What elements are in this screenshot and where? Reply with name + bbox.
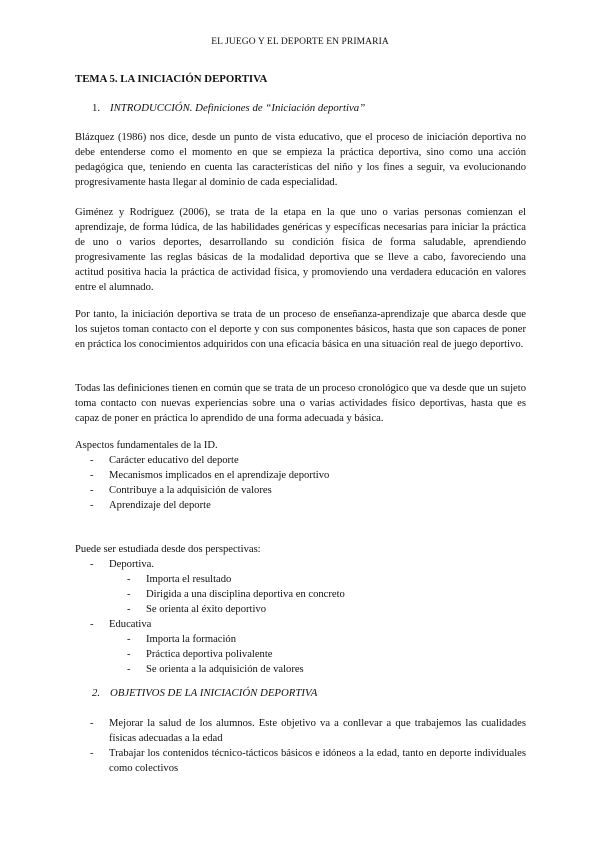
page-title: TEMA 5. LA INICIACIÓN DEPORTIVA	[75, 73, 268, 85]
aspects-list	[75, 453, 329, 513]
perspective-deportiva	[75, 557, 345, 617]
list-item: - Práctica deportiva polivalente	[109, 647, 345, 662]
perspectives-list	[75, 557, 345, 677]
list-item: - Se orienta al éxito deportivo	[109, 602, 345, 617]
list-item: - Se orienta a la adquisición de valores	[109, 662, 345, 677]
paragraph-por-tanto: Por tanto, la iniciación deportiva se trata de un proceso de enseñanza-aprendizaje que abarca desde que los sujetos toman contacto con el deporte y con sus componentes básicos, hasta que son capaces de poner en práctica los conocimientos adquiridos con una eficacia básica en una situación real de juego deportivo.	[75, 309, 526, 350]
section-heading-text: OBJETIVOS DE LA INICIACIÓN DEPORTIVA	[110, 687, 318, 699]
paragraph-definiciones-comun: Todas las definiciones tienen en común que se trata de un proceso cronológico que va desde que un sujeto toma contacto con nuevas experiencias sobre una o varias actividades físico deportivas, hasta que es capaz de poner en práctica lo aprendido de una forma adecuada y básica.	[75, 383, 526, 424]
perspective-label: Deportiva.	[109, 559, 155, 570]
section-heading-introduction	[92, 101, 365, 116]
section-heading-text: INTRODUCCIÓN. Definiciones de “Iniciación deportiva”	[110, 102, 366, 114]
list-item: - Importa el resultado	[109, 572, 345, 587]
list-item: - Mejorar la salud de los alumnos. Este objetivo va a conllevar a que trabajemos las cualidades físicas adecuadas a la edad	[75, 716, 526, 746]
section-heading-objetivos	[92, 686, 317, 701]
list-item: - Carácter educativo del deporte	[75, 453, 329, 468]
section-number: 2.	[92, 687, 101, 699]
list-item: - Importa la formación	[109, 632, 345, 647]
perspective-deportiva-items	[109, 572, 345, 617]
list-item: - Dirigida a una disciplina deportiva en concreto	[109, 587, 345, 602]
perspective-educativa	[75, 617, 345, 677]
paragraph-gimenez-rodriguez: Giménez y Rodríguez (2006), se trata de la etapa en la que uno o varias personas comienzan el aprendizaje, de forma lúdica, de las habilidades genéricas y específicas necesarias para iniciar la práctica de uno o varios deportes, desarrollando su condición física de forma saludable, aprendiendo progresivamente las reglas básicas de la modalidad deportiva que se lleve a cabo, favoreciendo una actitud positiva hacia la práctica de actividad física, y promoviendo una verdadera educación en valores entre el alumnado.	[75, 207, 526, 293]
list-item: - Trabajar los contenidos técnico-tácticos básicos e idóneos a la edad, tanto en deporte individuales como colectivos	[75, 746, 526, 776]
aspects-intro: Aspectos fundamentales de la ID.	[75, 440, 218, 451]
objectives-list	[75, 716, 526, 776]
list-item: - Aprendizaje del deporte	[75, 498, 329, 513]
perspectives-intro: Puede ser estudiada desde dos perspectivas:	[75, 544, 261, 555]
section-number: 1.	[92, 102, 101, 114]
perspective-educativa-items	[109, 632, 345, 677]
paragraph-blazquez: Blázquez (1986) nos dice, desde un punto de vista educativo, que el proceso de iniciación deportiva no debe entenderse como el momento en que se empieza la práctica deportiva, sino como una acción pedagógica que, teniendo en cuenta las características del niño y los fines a seguir, va evolucionando progresivamente hasta llegar al dominio de cada especialidad.	[75, 132, 526, 188]
perspective-label: Educativa	[109, 619, 152, 630]
list-item: - Contribuye a la adquisición de valores	[75, 483, 329, 498]
list-item: - Mecanismos implicados en el aprendizaje deportivo	[75, 468, 329, 483]
page-header: EL JUEGO Y EL DEPORTE EN PRIMARIA	[211, 37, 389, 47]
